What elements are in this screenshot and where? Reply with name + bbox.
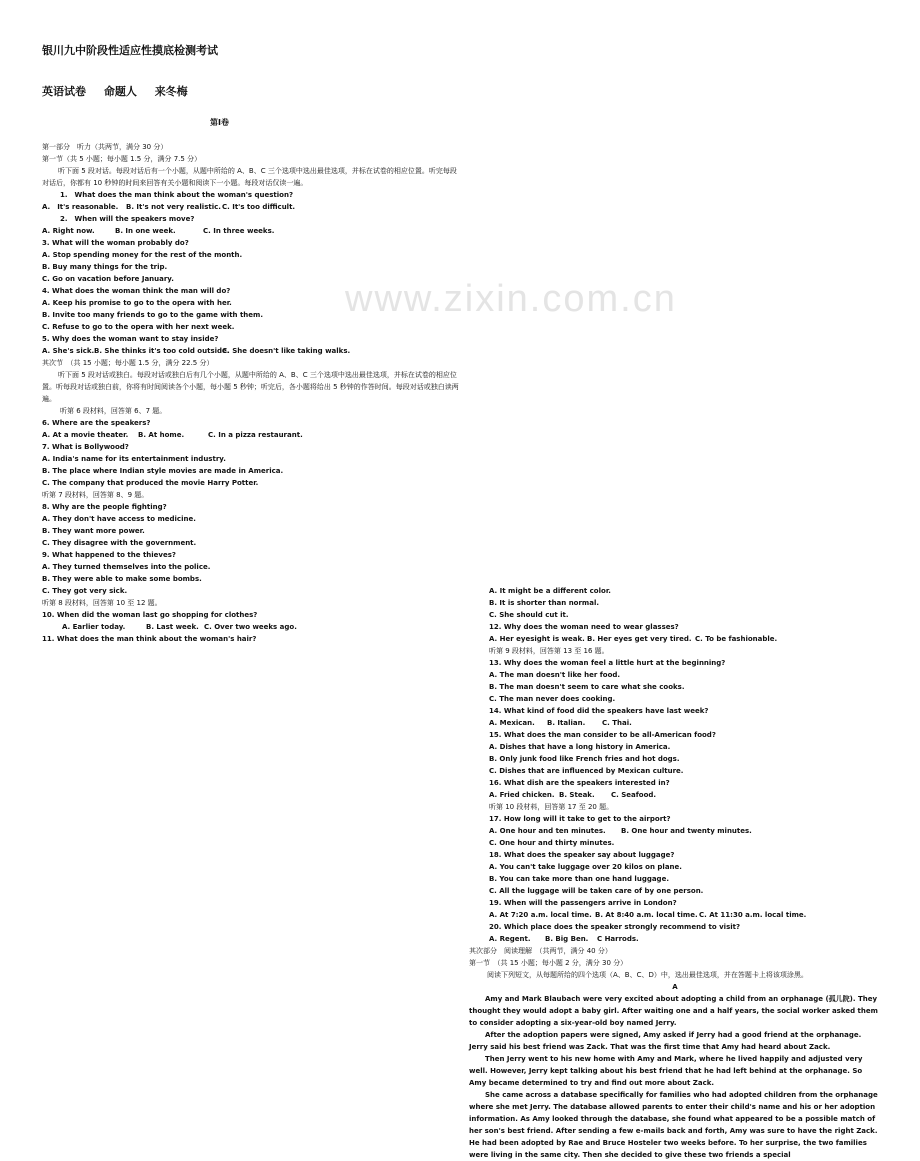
answer-option: B. Italian. [547,719,586,727]
text-line: 第一节 （共 15 小题；每小题 2 分，满分 30 分） [469,959,628,967]
answer-option: A. One hour and ten minutes. [489,827,606,835]
text-line: B. They were able to make some bombs. [42,575,202,583]
answer-option: A. She's sick. [42,347,95,355]
setter-name: 来冬梅 [154,85,188,98]
text-line: C. Dishes that are influenced by Mexican culture. [489,767,684,775]
answer-option: B. At 8:40 a.m. local time. [595,911,698,919]
option-row [469,789,881,801]
text-line: 听下面 5 段对话或独白。每段对话或独白后有几个小题，从题中所给的 A、B、C 三个选项中选出最佳选项，并标在试卷的相应位置。听每段对话或独白前，你将有时间阅读各个小题，每小题 5 秒钟；听完后，各小题将给出 5 秒钟的作答时间。每段对话或独白读两遍。 [42,371,459,403]
left-column [42,141,462,645]
text-line: 18. What does the speaker say about luggage? [489,851,675,859]
text-line: 13. Why does the woman feel a little hurt at the beginning? [489,659,726,667]
answer-option: A. Right now. [42,227,95,235]
answer-option: C. It's too difficult. [222,203,296,211]
answer-option: C. She doesn't like taking walks. [222,347,351,355]
answer-option: A. At 7:20 a.m. local time. [489,911,592,919]
text-line: 其次部分 阅读理解 （共两节，满分 40 分） [469,947,612,955]
answer-option: A. Her eyesight is weak. [489,635,585,643]
text-line: B. Invite too many friends to go to the game with them. [42,311,263,319]
answer-option: A. At a movie theater. [42,431,129,439]
text-line: B. Only junk food like French fries and hot dogs. [489,755,680,763]
exam-subtitle [42,83,920,99]
text-line: 6. Where are the speakers? [42,419,151,427]
setter-label: 命题人 [103,85,137,98]
answer-option: B. Steak. [559,791,595,799]
option-row [469,633,881,645]
text-line: 10. When did the woman last go shopping for clothes? [42,611,258,619]
option-row [469,909,881,921]
text-line: 11. What does the man think about the woman's hair? [42,635,257,643]
answer-option: A. Mexican. [489,719,535,727]
text-line: C. The man never does cooking. [489,695,616,703]
text-line: C. One hour and thirty minutes. [489,839,615,847]
text-line: A. They turned themselves into the police. [42,563,211,571]
text-line: 4. What does the woman think the man will do? [42,287,231,295]
option-row [42,201,462,213]
text-line: 17. How long will it take to get to the airport? [489,815,671,823]
answer-option: C. Seafood. [611,791,657,799]
text-line: Then Jerry went to his new home with Amy and Mark, where he lived happily and adjusted very well. However, Jerry kept talking about his best friend that he had left behind at the orphanage. So Amy became determined to try and find out more about Zack. [469,1055,863,1087]
answer-option: C. At 11:30 a.m. local time. [699,911,807,919]
option-row [469,717,881,729]
answer-option: A. It's reasonable. [42,203,119,211]
answer-option: B. One hour and twenty minutes. [621,827,752,835]
text-line: C. Refuse to go to the opera with her next week. [42,323,235,331]
text-line: A. The man doesn't like her food. [489,671,621,679]
text-line: 20. Which place does the speaker strongly recommend to visit? [489,923,741,931]
text-line: C. She should cut it. [489,611,569,619]
text-line: 7. What is Bollywood? [42,443,129,451]
text-line: B. You can take more than one hand luggage. [489,875,669,883]
text-line: 3. What will the woman probably do? [42,239,189,247]
text-line: A. India's name for its entertainment industry. [42,455,226,463]
volume-heading: 第Ⅰ卷 [210,118,229,127]
text-line: A. It might be a different color. [489,587,611,595]
text-line: 9. What happened to the thieves? [42,551,176,559]
text-line: 5. Why does the woman want to stay inside? [42,335,219,343]
text-line: 其次节 （共 15 小题；每小题 1.5 分，满分 22.5 分） [42,359,214,367]
text-line: B. Buy many things for the trip. [42,263,168,271]
option-row [469,825,881,837]
text-line: Amy and Mark Blaubach were very excited about adopting a child from an orphanage (孤儿院). They thought they would adopt a baby girl. After waiting one and a half years, the social worker asked them to consider adopting a six-year-old boy named Jerry. [469,995,878,1027]
text-line: 12. Why does the woman need to wear glasses? [489,623,679,631]
text-line: 听下面 5 段对话。每段对话后有一个小题，从题中所给的 A、B、C 三个选项中选出最佳选项，并标在试卷的相应位置。听完每段对话后，你都有 10 秒钟的时间来回答有关小题和阅读下一小题。每段对话仅读一遍。 [42,167,457,187]
answer-option: A. Regent. [489,935,531,943]
answer-option: B. At home. [138,431,185,439]
text-line: A. Dishes that have a long history in America. [489,743,671,751]
text-line: C. All the luggage will be taken care of by one person. [489,887,704,895]
text-line: A. You can't take luggage over 20 kilos on plane. [489,863,682,871]
text-line: 15. What does the man consider to be all-American food? [489,731,716,739]
watermark: www.zixin.com.cn [345,278,677,320]
text-line: 19. When will the passengers arrive in London? [489,899,677,907]
text-line: 听第 10 段材料，回答第 17 至 20 题。 [489,803,614,811]
text-line: B. They want more power. [42,527,145,535]
text-line: 第一部分 听力（共两节，满分 30 分） [42,143,168,151]
subject-label: 英语试卷 [42,85,86,98]
text-line: After the adoption papers were signed, Amy asked if Jerry had a good friend at the orphanage. Jerry said his best friend was Zack. That was the first time that Amy had heard about Zack. [469,1031,862,1051]
text-line: 2. When will the speakers move? [60,215,195,223]
option-row [42,429,462,441]
text-line: 听第 9 段材料，回答第 13 至 16 题。 [489,647,609,655]
text-line: 16. What dish are the speakers interested in? [489,779,670,787]
answer-option: B. It's not very realistic. [126,203,221,211]
answer-option: C. In a pizza restaurant. [208,431,303,439]
answer-option: C. In three weeks. [203,227,275,235]
text-line: 第一节（共 5 小题；每小题 1.5 分，满分 7.5 分） [42,155,202,163]
text-line: C. Go on vacation before January. [42,275,174,283]
answer-option: C. Thai. [602,719,632,727]
answer-option: C Harrods. [597,935,639,943]
text-line: 听第 6 段材料，回答第 6、7 题。 [60,407,167,415]
text-line: B. The man doesn't seem to care what she cooks. [489,683,685,691]
answer-option: B. Her eyes get very tired. [587,635,692,643]
answer-option: A. Fried chicken. [489,791,555,799]
text-line: A. Keep his promise to go to the opera with her. [42,299,232,307]
answer-option: B. Big Ben. [545,935,589,943]
option-row [42,345,462,357]
text-line: 14. What kind of food did the speakers have last week? [489,707,709,715]
answer-option: B. Last week. [146,623,199,631]
option-row [42,621,462,633]
text-line: 1. What does the man think about the woman's question? [60,191,294,199]
text-line: A. Stop spending money for the rest of the month. [42,251,243,259]
answer-option: A. Earlier today. [62,623,126,631]
answer-option: C. Over two weeks ago. [204,623,297,631]
text-line: C. The company that produced the movie Harry Potter. [42,479,259,487]
text-line: 8. Why are the people fighting? [42,503,167,511]
option-row [469,933,881,945]
text-line: A [672,983,678,991]
text-line: C. They got very sick. [42,587,128,595]
option-row [42,225,462,237]
right-column [469,585,881,1159]
text-line: 阅读下列短文，从每题所给的四个选项（A、B、C、D）中，选出最佳选项，并在答题卡上将该项涂黑。 [487,971,808,979]
exam-title: 银川九中阶段性适应性摸底检测考试 [42,44,218,57]
text-line: 听第 8 段材料，回答第 10 至 12 题。 [42,599,162,607]
answer-option: B. She thinks it's too cold outside. [94,347,230,355]
answer-option: B. In one week. [115,227,176,235]
text-line: She came across a database specifically for families who had adopted children from the orphanage where she met Jerry. The database allowed parents to enter their child's name and his or her adoption information. As Amy looked through the database, she found what appeared to be a possible match of her son's best friend. After sending a few e-mails back and forth, Amy was sure to have the right Zack. He had been adopted by Rae and Bruce Hosteler two weeks before. To her surprise, the two families were living in the same city. Then she decided to give these two friends a special [469,1091,878,1159]
text-line: A. They don't have access to medicine. [42,515,196,523]
text-line: B. It is shorter than normal. [489,599,600,607]
text-line: 听第 7 段材料，回答第 8、9 题。 [42,491,149,499]
text-line: C. They disagree with the government. [42,539,197,547]
answer-option: C. To be fashionable. [695,635,778,643]
text-line: B. The place where Indian style movies are made in America. [42,467,284,475]
